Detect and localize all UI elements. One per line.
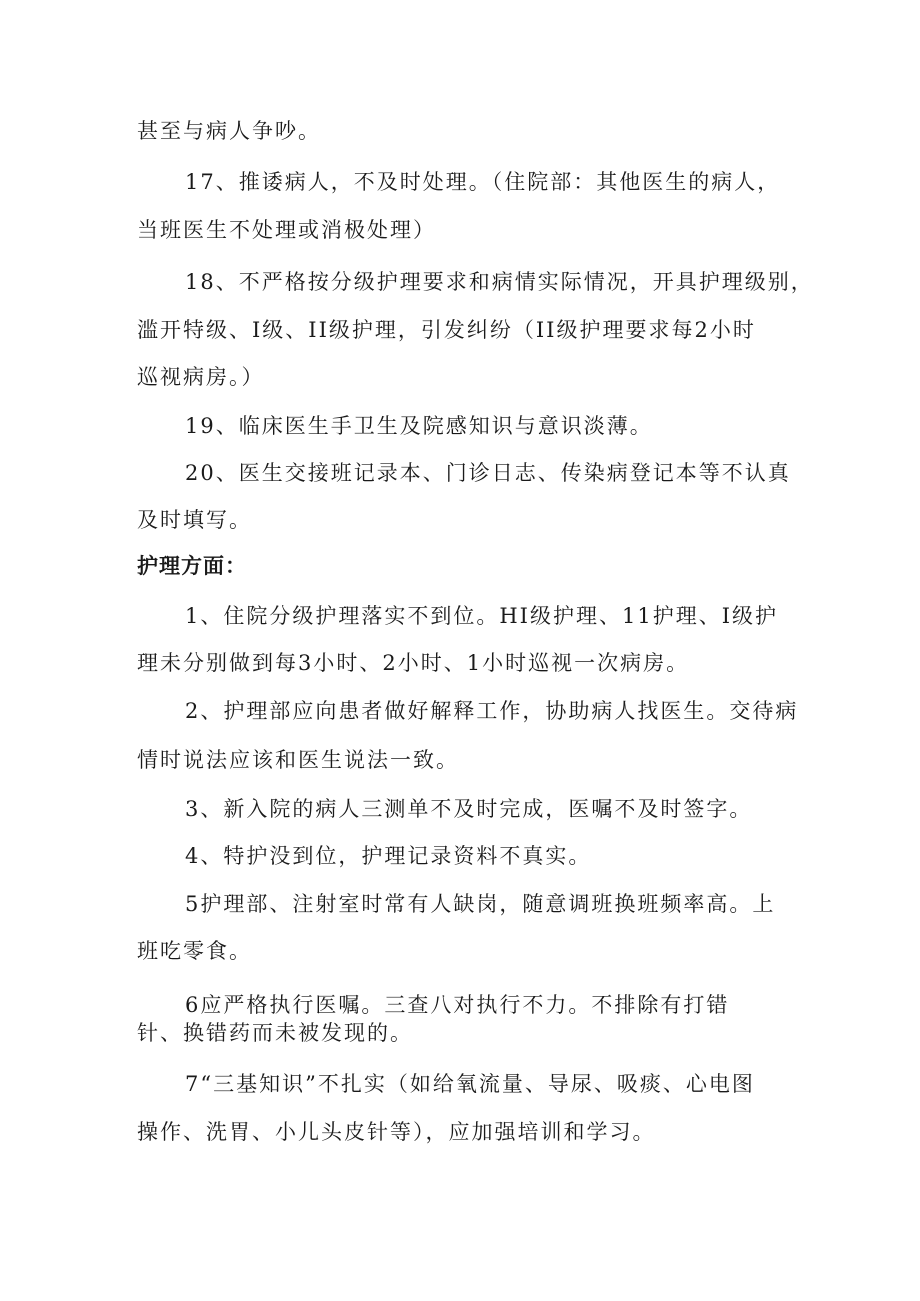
item-19-line-1: 19、临床医生手卫生及院感知识与意识淡薄。 [185, 414, 653, 438]
item-17-line-1: 17、推诿病人，不及时处理。（住院部：其他医生的病人， [185, 170, 781, 194]
item-18-line-2: 滥开特级、I级、II级护理，引发纠纷（II级护理要求每2小时 [137, 318, 756, 342]
nursing-item-7-line-1: 7“三基知识”不扎实（如给氧流量、导尿、吸痰、心电图 [185, 1072, 755, 1096]
item-18-line-1: 18、不严格按分级护理要求和病情实际情况，开具护理级别， [185, 270, 814, 294]
nursing-item-3-line-1: 3、新入院的病人三测单不及时完成，医嘱不及时签字。 [185, 797, 753, 821]
item-continuation-line-1: 甚至与病人争吵。 [137, 119, 321, 143]
nursing-item-6-line-1: 6应严格执行医嘱。三查八对执行不力。不排除有打错 [185, 993, 730, 1017]
nursing-item-7-line-2: 操作、洗胃、小儿头皮针等），应加强培训和学习。 [137, 1120, 656, 1144]
item-18-line-3: 巡视病房。） [137, 365, 265, 389]
section-heading-nursing: 护理方面： [137, 554, 247, 578]
nursing-item-2-line-2: 情时说法应该和医生说法一致。 [137, 748, 459, 772]
nursing-item-4-line-1: 4、特护没到位，护理记录资料不真实。 [185, 844, 592, 868]
nursing-item-5-line-2: 班吃零食。 [137, 939, 252, 963]
item-17-line-2: 当班医生不处理或消极处理） [137, 218, 436, 242]
nursing-item-2-line-1: 2、护理部应向患者做好解释工作，协助病人找医生。交待病 [185, 699, 799, 723]
nursing-item-6-line-2: 针、换错药而未被发现的。 [137, 1021, 413, 1045]
nursing-item-1-line-2: 理未分别做到每3小时、2小时、1小时巡视一次病房。 [137, 651, 690, 675]
nursing-item-5-line-1: 5护理部、注射室时常有人缺岗，随意调班换班频率高。上 [185, 892, 776, 916]
nursing-item-1-line-1: 1、住院分级护理落实不到位。HI级护理、11护理、I级护 [185, 604, 778, 628]
item-20-line-1: 20、医生交接班记录本、门诊日志、传染病登记本等不认真 [185, 461, 791, 485]
item-20-line-2: 及时填写。 [137, 508, 252, 532]
